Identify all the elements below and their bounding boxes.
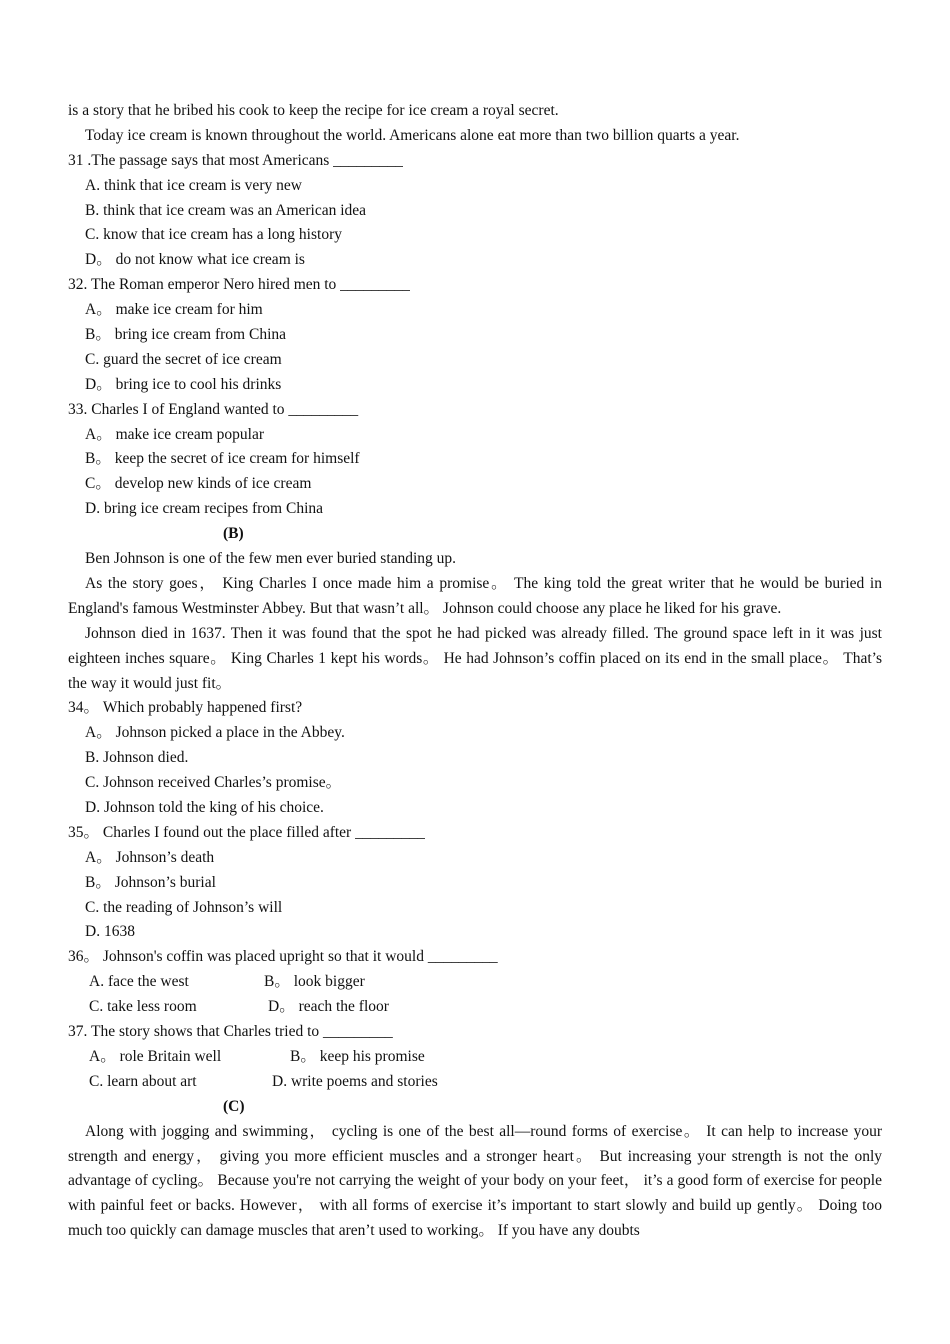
section-b-paragraph-3 [68, 622, 882, 697]
question-36-option-d: D。 reach the floor [268, 998, 389, 1016]
question-32-stem: 32. The Roman emperor Nero hired men to _________ [68, 276, 410, 294]
question-33-option-c: C。 develop new kinds of ice cream [85, 475, 312, 493]
section-b-paragraph-1: Ben Johnson is one of the few men ever buried standing up. [85, 550, 457, 568]
question-32-option-b: B。 bring ice cream from China [85, 326, 287, 344]
section-c-paragraph-1 [68, 1120, 882, 1245]
question-36-options-row-2 [68, 995, 882, 1020]
page-content [68, 99, 882, 1244]
question-35-option-a: A。 Johnson’s death [85, 848, 215, 866]
question-36-option-c: C. take less room [89, 998, 197, 1016]
question-31-option-a: A. think that ice cream is very new [85, 176, 302, 194]
question-37-options-row-2 [68, 1070, 882, 1095]
question-34-option-d: D. Johnson told the king of his choice. [85, 799, 324, 817]
question-33-stem: 33. Charles I of England wanted to _________ [68, 400, 359, 418]
question-36-option-b: B。 look bigger [264, 973, 365, 991]
section-c-paragraph-1-text: Along with jogging and swimming， cycling is one of the best all—round forms of exercise。 It can help to increase your strength and energy， giving you more efficient muscles and a stronger heart。 But increasing your strength is not the only advantage of cycling。 Because you're not carrying the weight of your body on your feet， it’s a good form of exercise for people with painful feet or backs. However， with all forms of exercise it’s important to start slowly and build up gently。 Doing too much too quickly can damage muscles that aren’t used to working。 If you have any doubts [68, 1122, 882, 1240]
question-33-option-b: B。 keep the secret of ice cream for himself [85, 450, 360, 468]
section-b-paragraph-2-text: As the story goes， King Charles I once made him a promise。 The king told the great writer that he would be buried in England's famous Westminster Abbey. But that wasn’t all。 Johnson could choose any place he liked for his grave. [68, 574, 882, 617]
question-37-options-row-1 [68, 1045, 882, 1070]
question-32-option-a: A。 make ice cream for him [85, 301, 263, 319]
question-37-option-d: D. write poems and stories [272, 1072, 438, 1090]
question-34-option-a: A。 Johnson picked a place in the Abbey. [85, 724, 345, 742]
passage-text-line: is a story that he bribed his cook to keep the recipe for ice cream a royal secret. [68, 102, 559, 119]
question-31-stem: 31 .The passage says that most Americans _________ [68, 151, 403, 169]
question-37-option-a: A。 role Britain well [89, 1047, 222, 1065]
question-35-stem: 35。 Charles I found out the place filled after _________ [68, 823, 425, 841]
question-37-stem: 37. The story shows that Charles tried to _________ [68, 1023, 393, 1041]
passage-text-line: Today ice cream is known throughout the world. Americans alone eat more than two billion quarts a year. [85, 126, 740, 144]
question-35-option-c: C. the reading of Johnson’s will [85, 898, 283, 916]
question-31-option-d: D。 do not know what ice cream is [85, 251, 305, 269]
question-36-option-a: A. face the west [89, 973, 189, 991]
question-31-option-c: C. know that ice cream has a long history [85, 226, 342, 244]
question-34-stem: 34。 Which probably happened first? [68, 699, 303, 717]
question-33-option-a: A。 make ice cream popular [85, 425, 265, 443]
question-36-options-row-1 [68, 970, 882, 995]
question-33-option-d: D. bring ice cream recipes from China [85, 500, 324, 518]
question-34-option-b: B. Johnson died. [85, 749, 189, 767]
question-37-option-c: C. learn about art [89, 1072, 197, 1090]
question-35-option-d: D. 1638 [85, 923, 135, 941]
question-37-option-b: B。 keep his promise [290, 1047, 425, 1065]
section-b-paragraph-3-text: Johnson died in 1637. Then it was found that the spot he had picked was already filled. The ground space left in it was just eighteen inches square。 King Charles 1 kept his words。 He had Johnson’s coffin placed on its end in the small place。 That’s the way it would just fit。 [68, 624, 882, 692]
section-b-paragraph-2 [68, 572, 882, 622]
question-32-option-d: D。 bring ice to cool his drinks [85, 375, 282, 393]
question-36-stem: 36。 Johnson's coffin was placed upright so that it would _________ [68, 948, 498, 966]
question-31-option-b: B. think that ice cream was an American idea [85, 201, 367, 219]
question-34-option-c: C. Johnson received Charles’s promise。 [85, 774, 342, 792]
question-35-option-b: B。 Johnson’s burial [85, 873, 216, 891]
section-c-heading: (C) [223, 1097, 245, 1115]
section-b-heading: (B) [223, 525, 244, 543]
question-32-option-c: C. guard the secret of ice cream [85, 350, 282, 368]
